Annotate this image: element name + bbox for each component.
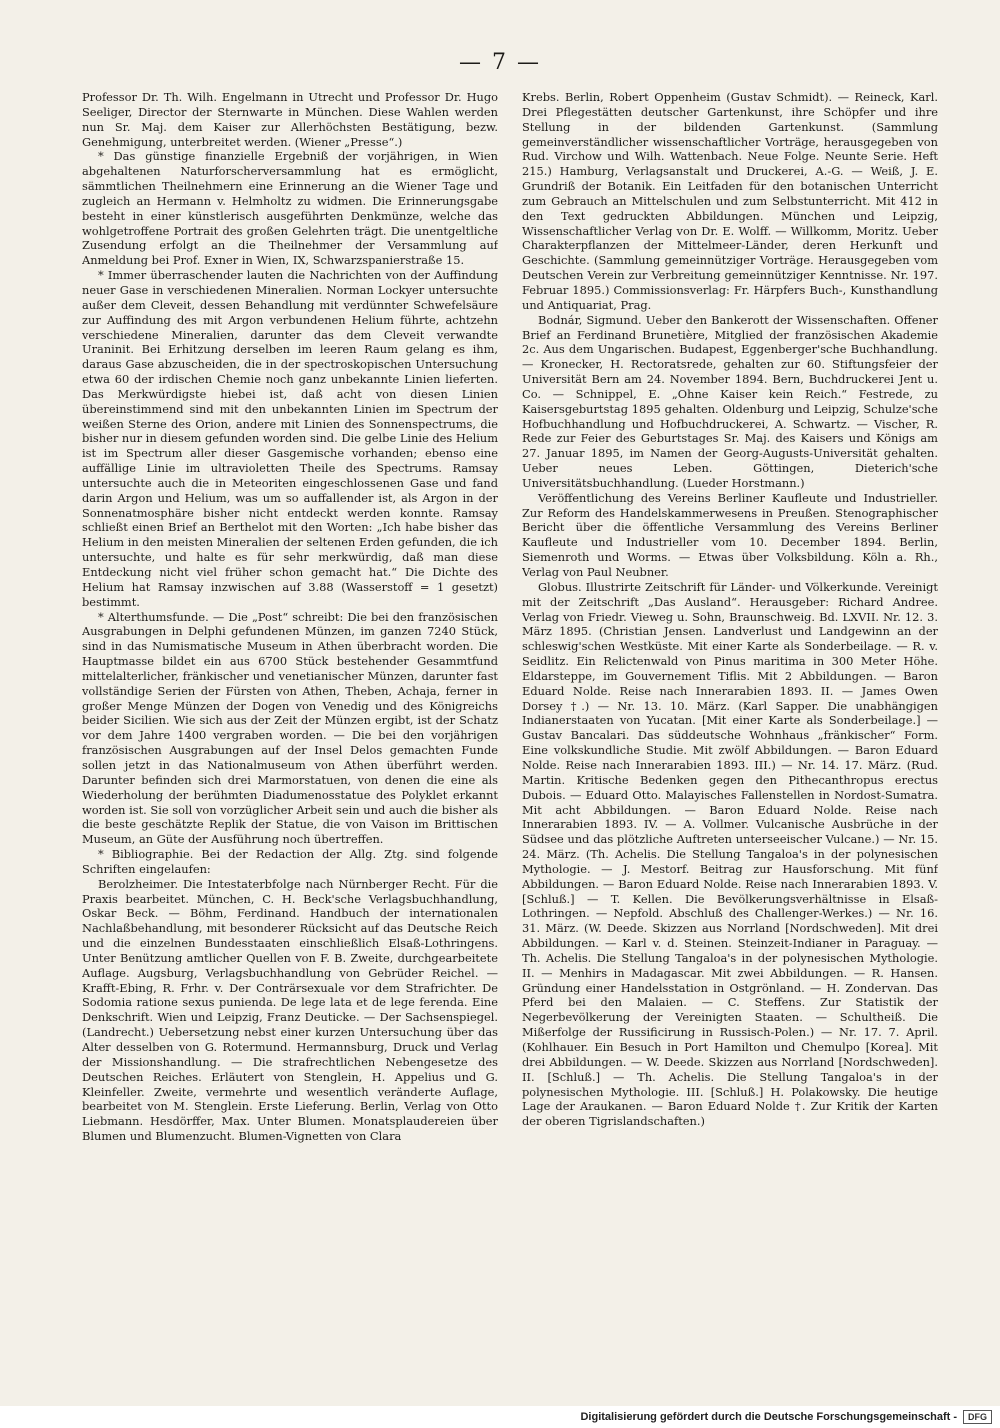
page-number: — 7 —	[459, 50, 541, 75]
paragraph: * Alterthumsfunde. — Die „Post“ schreibt: Die bei den französischen Ausgrabungen in Delphi gefundenen Münzen, im ganzen 7240 Stück, sind in das Numismatische Museum in Athen überbracht worden. Die Hauptmasse bildet ein aus 6700 Stück bestehender Gesammtfund mittelalterlicher, fränkischer und venetianischer Münzen, darunter fast vollständige Serien der Fürsten von Athen, Theben, Achaja, ferner in großer Menge Münzen der Dogen von Venedig und des Königreichs beider Sicilien. Wie sich aus der Zeit der Münzen ergibt, ist der Schatz vor dem Jahre 1400 vergraben worden. — Die bei den vorjährigen französischen Ausgrabungen auf der Insel Delos gemachten Funde sollen jetzt in das Nationalmuseum von Athen überführt werden. Darunter befinden sich drei Marmorstatuen, von denen die eine als Wiederholung der berühmten Diadumenosstatue des Polyklet erkannt worden ist. Sie soll von vorzüglicher Arbeit sein und auch die bisher als die beste geschätzte Replik der Statue, die von Vaison im Brittischen Museum, an Güte der Ausführung noch übertreffen.	[82, 609, 498, 847]
left-column	[82, 90, 498, 1375]
paragraph: Berolzheimer. Die Intestaterbfolge nach Nürnberger Recht. Für die Praxis bearbeitet. München, C. H. Beck'sche Verlagsbuchhandlung, Oskar Beck. — Böhm, Ferdinand. Handbuch der internationalen Nachlaßbehandlung, mit besonderer Rücksicht auf das Deutsche Reich und die einzelnen Bundesstaaten einschließlich Elsaß-Lothringens. Unter Benützung amtlicher Quellen von F. B. Zweite, durchgearbeitete Auflage. Augsburg, Verlagsbuchhandlung von Gebrüder Reichel. — Krafft-Ebing, R. Frhr. v. Der Conträrsexuale vor dem Strafrichter. De Sodomia ratione sexus punienda. De lege lata et de lege ferenda. Eine Denkschrift. Wien und Leipzig, Franz Deuticke. — Der Sachsenspiegel. (Landrecht.) Uebersetzung nebst einer kurzen Untersuchung über das Alter desselben von G. Rotermund. Hermannsburg, Druck und Verlag der Missionshandlung. — Die strafrechtlichen Nebengesetze des Deutschen Reiches. Erläutert von Stenglein, H. Appelius und G. Kleinfeller. Zweite, vermehrte und wesentlich veränderte Auflage, bearbeitet von M. Stenglein. Erste Lieferung. Berlin, Verlag von Otto Liebmann. Hesdörffer, Max. Unter Blumen. Monatsplaudereien über Blumen und Blumenzucht. Blumen-Vignetten von Clara	[82, 876, 498, 1144]
footer-text: Digitalisierung gefördert durch die Deutsche Forschungsgemeinschaft -	[580, 1411, 957, 1423]
paragraph: Globus. Illustrirte Zeitschrift für Länder- und Völkerkunde. Vereinigt mit der Zeitschrift „Das Ausland“. Herausgeber: Richard Andree. Verlag von Friedr. Vieweg u. Sohn, Braunschweig. Bd. LXVII. Nr. 12. 3. März 1895. (Christian Jensen. Landverlust und Landgewinn an der schleswig'schen Westküste. Mit einer Karte als Sonderbeilage. — R. v. Seidlitz. Ein Relictenwald von Pinus maritima in 300 Meter Höhe. Eldarsteppe, im Gouvernement Tiflis. Mit 2 Abbildungen. — Baron Eduard Nolde. Reise nach Innerarabien 1893. II. — James Owen Dorsey †.) — Nr. 13. 10. März. (Karl Sapper. Die unabhängigen Indianerstaaten von Yucatan. [Mit einer Karte als Sonderbeilage.] — Gustav Bancalari. Das süddeutsche Wohnhaus „fränkischer“ Form. Eine volkskundliche Studie. Mit zwölf Abbildungen. — Baron Eduard Nolde. Reise nach Innerarabien 1893. III.) — Nr. 14. 17. März. (Rud. Martin. Kritische Bedenken gegen den Pithecanthropus erectus Dubois. — Eduard Otto. Malayisches Fallenstellen in Nordost-Sumatra. Mit acht Abbildungen. — Baron Eduard Nolde. Reise nach Innerarabien 1893. IV. — A. Vollmer. Vulcanische Ausbrüche in der Südsee und das plötzliche Auftreten unterseeischer Vulcane.) — Nr. 15. 24. März. (Th. Achelis. Die Stellung Tangaloa's in der polynesischen Mythologie. — J. Mestorf. Beitrag zur Hausforschung. Mit fünf Abbildungen. — Baron Eduard Nolde. Reise nach Innerarabien 1893. V. [Schluß.] — T. Kellen. Die Bevölkerungsverhältnisse in Elsaß-Lothringen. — Nepfold. Abschluß des Challenger-Werkes.) — Nr. 16. 31. März. (W. Deede. Skizzen aus Norrland [Nordschweden]. Mit drei Abbildungen. — Karl v. d. Steinen. Steinzeit-Indianer in Paraguay. — Th. Achelis. Die Stellung Tangaloa's in der polynesischen Mythologie. II. — Menhirs in Madagascar. Mit zwei Abbildungen. — R. Hansen. Gründung einer Handelsstation in Ostgrönland. — H. Zondervan. Das Pferd bei den Malaien. — C. Steffens. Zur Statistik der Negerbevölkerung der Vereinigten Staaten. — Schultheiß. Die Mißerfolge der Russificirung in Russisch-Polen.) — Nr. 17. 7. April. (Kohlhauer. Ein Besuch in Port Hamilton und Chemulpo [Korea]. Mit drei Abbildungen. — W. Deede. Skizzen aus Norrland [Nordschweden]. II. [Schluß.] — Th. Achelis. Die Stellung Tangaloa's in der polynesischen Mythologie. III. [Schluß.] H. Polakowsky. Die heutige Lage der Araukanen. — Baron Eduard Nolde †. Zur Kritik der Karten der oberen Tigrislandschaften.)	[522, 579, 938, 1129]
right-column	[522, 90, 938, 1375]
paragraph: Bodnár, Sigmund. Ueber den Bankerott der Wissenschaften. Offener Brief an Ferdinand Brunetière, Mitglied der französischen Akademie 2c. Aus dem Ungarischen. Budapest, Eggenberger'sche Buchhandlung. — Kronecker, H. Rectoratsrede, gehalten zur 60. Stiftungsfeier der Universität Bern am 24. November 1894. Bern, Buchdruckerei Jent u. Co. — Schnippel, E. „Ohne Kaiser kein Reich.“ Festrede, zu Kaisersgeburtstag 1895 gehalten. Oldenburg und Leipzig, Schulze'sche Hofbuchhandlung und Hofbuchdruckerei, A. Schwartz. — Vischer, R. Rede zur Feier des Geburtstages Sr. Maj. des Kaisers und Königs am 27. Januar 1895, im Namen der Georg-Augusts-Universität gehalten. Ueber neues Leben. Göttingen, Dieterich'sche Universitätsbuchhandlung. (Lueder Horstmann.)	[522, 312, 938, 490]
paragraph: * Immer überraschender lauten die Nachrichten von der Auffindung neuer Gase in verschiedenen Mineralien. Norman Lockyer untersuchte außer dem Cleveit, dessen Behandlung mit verdünnter Schwefelsäure zur Auffindung des mit Argon verbundenen Helium führte, achtzehn verschiedene Mineralien, darunter das dem Cleveit verwandte Uraninit. Bei Erhitzung derselben im leeren Raum gelang es ihm, daraus Gase abzuscheiden, die in der spectroskopischen Untersuchung etwa 60 der irdischen Chemie noch ganz unbekannte Linien lieferten. Das Merkwürdigste hiebei ist, daß acht von diesen Linien übereinstimmend sind mit den unbekannten Linien im Spectrum der weißen Sterne des Orion, andere mit Linien des Sonnenspectrums, die bisher nur in diesem gefunden worden sind. Die gelbe Linie des Helium ist im Spectrum aller dieser Gasgemische vorhanden; ebenso eine auffällige Linie im ultravioletten Theile des Spectrums. Ramsay untersuchte auch die in Meteoriten eingeschlossenen Gase und fand darin Argon und Helium, was um so auffallender ist, als Argon in der Sonnenatmosphäre bisher nicht entdeckt werden konnte. Ramsay schließt einen Brief an Berthelot mit den Worten: „Ich habe bisher das Helium in den meisten Mineralien der seltenen Erden gefunden, die ich untersuchte, und halte es für sehr merkwürdig, daß man diese Entdeckung nicht viel früher schon gemacht hat.“ Die Dichte des Helium hat Ramsay inzwischen auf 3.88 (Wasserstoff = 1 gesetzt) bestimmt.	[82, 268, 498, 609]
paragraph: * Bibliographie. Bei der Redaction der Allg. Ztg. sind folgende Schriften eingelaufen:	[82, 847, 498, 876]
two-column-text	[82, 90, 938, 1375]
digitization-footer	[0, 1406, 1000, 1428]
paragraph: Professor Dr. Th. Wilh. Engelmann in Utrecht und Professor Dr. Hugo Seeliger, Director der Sternwarte in München. Diese Wahlen werden nun Sr. Maj. dem Kaiser zur Allerhöchsten Bestätigung, bezw. Genehmigung, unterbreitet werden. (Wiener „Presse“.)	[82, 90, 498, 149]
paragraph: Krebs. Berlin, Robert Oppenheim (Gustav Schmidt). — Reineck, Karl. Drei Pflegestätten deutscher Gartenkunst, ihre Schöpfer und ihre Stellung in der bildenden Gartenkunst. (Sammlung gemeinverständlicher wissenschaftlicher Vorträge, herausgegeben von Rud. Virchow und Wilh. Wattenbach. Neue Folge. Neunte Serie. Heft 215.) Hamburg, Verlagsanstalt und Druckerei, A.-G. — Weiß, J. E. Grundriß der Botanik. Ein Leitfaden für den botanischen Unterricht zum Gebrauch an Mittelschulen und zum Selbstunterricht. Mit 412 in den Text gedruckten Abbildungen. München und Leipzig, Wissenschaftlicher Verlag von Dr. E. Wolff. — Willkomm, Moritz. Ueber Charakterpflanzen der Mittelmeer-Länder, deren Herkunft und Geschichte. (Sammlung gemeinnütziger Vorträge. Herausgegeben vom Deutschen Verein zur Verbreitung gemeinnütziger Kenntnisse. Nr. 197. Februar 1895.) Commissionsverlag: Fr. Härpfers Buch-, Kunsthandlung und Antiquariat, Prag.	[522, 90, 938, 312]
paragraph: * Das günstige finanzielle Ergebniß der vorjährigen, in Wien abgehaltenen Naturforscherversammlung hat es ermöglicht, sämmtlichen Theilnehmern eine Erinnerung an die Wiener Tage und zugleich an Hermann v. Helmholtz zu widmen. Die Erinnerungsgabe besteht in einer künstlerisch ausgeführten Denkmünze, welche das wohlgetroffene Portrait des großen Gelehrten trägt. Die unentgeltliche Zusendung erfolgt an die Theilnehmer der Versammlung auf Anmeldung bei Prof. Exner in Wien, IX, Schwarzspanierstraße 15.	[82, 149, 498, 268]
paragraph: Veröffentlichung des Vereins Berliner Kaufleute und Industrieller. Zur Reform des Handelskammerwesens in Preußen. Stenographischer Bericht über die öffentliche Versammlung des Vereins Berliner Kaufleute und Industrieller vom 10. December 1894. Berlin, Siemenroth und Worms. — Etwas über Volksbildung. Köln a. Rh., Verlag von Paul Neubner.	[522, 490, 938, 579]
dfg-logo: DFG	[963, 1410, 992, 1424]
